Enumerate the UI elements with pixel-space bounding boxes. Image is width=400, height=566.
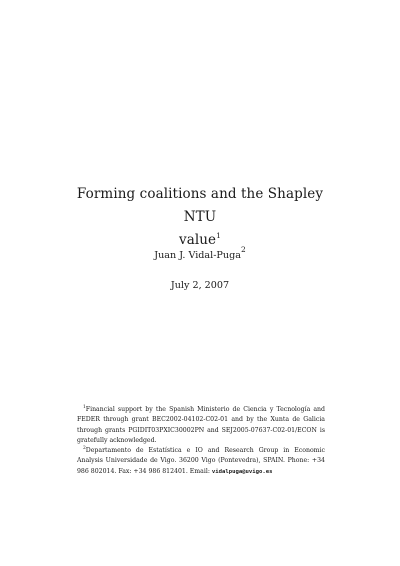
footnote-mark: 1 — [83, 405, 86, 410]
title-line-1: Forming coalitions and the Shapley NTU — [76, 186, 324, 225]
footnote-affiliation — [77, 446, 325, 477]
author — [60, 245, 340, 262]
footnotes — [77, 405, 325, 477]
footnote-mark: 2 — [83, 446, 86, 452]
footnote-funding — [77, 405, 325, 446]
author-name: Juan J. Vidal-Puga — [154, 250, 241, 261]
title-line-2: value — [178, 232, 217, 248]
paper-title — [60, 183, 340, 252]
footnote-text: Financial support by the Spanish Ministerio de Ciencia y Tecnología and FEDER through grant BEC2002-04102-C02-01 and by the Xunta de Galicia through grants PGIDIT03PXIC30002PN and SEJ2005-07637-C02-01/ECON is gratefully acknowledged. — [77, 406, 325, 444]
date: July 2, 2007 — [170, 280, 230, 291]
footnote-text: Departamento de Estatística e IO and Research Group in Economic Analysis Universidade de Vigo. 36200 Vigo (Pontevedra), SPAIN. Phone: +34 986 802014. Fax: +34 986 812401. Email: — [77, 447, 325, 475]
title-footnote-mark: 1 — [216, 231, 222, 240]
author-footnote-mark: 2 — [240, 245, 246, 254]
email-link[interactable]: vidalpuga@uvigo.es — [211, 468, 273, 475]
